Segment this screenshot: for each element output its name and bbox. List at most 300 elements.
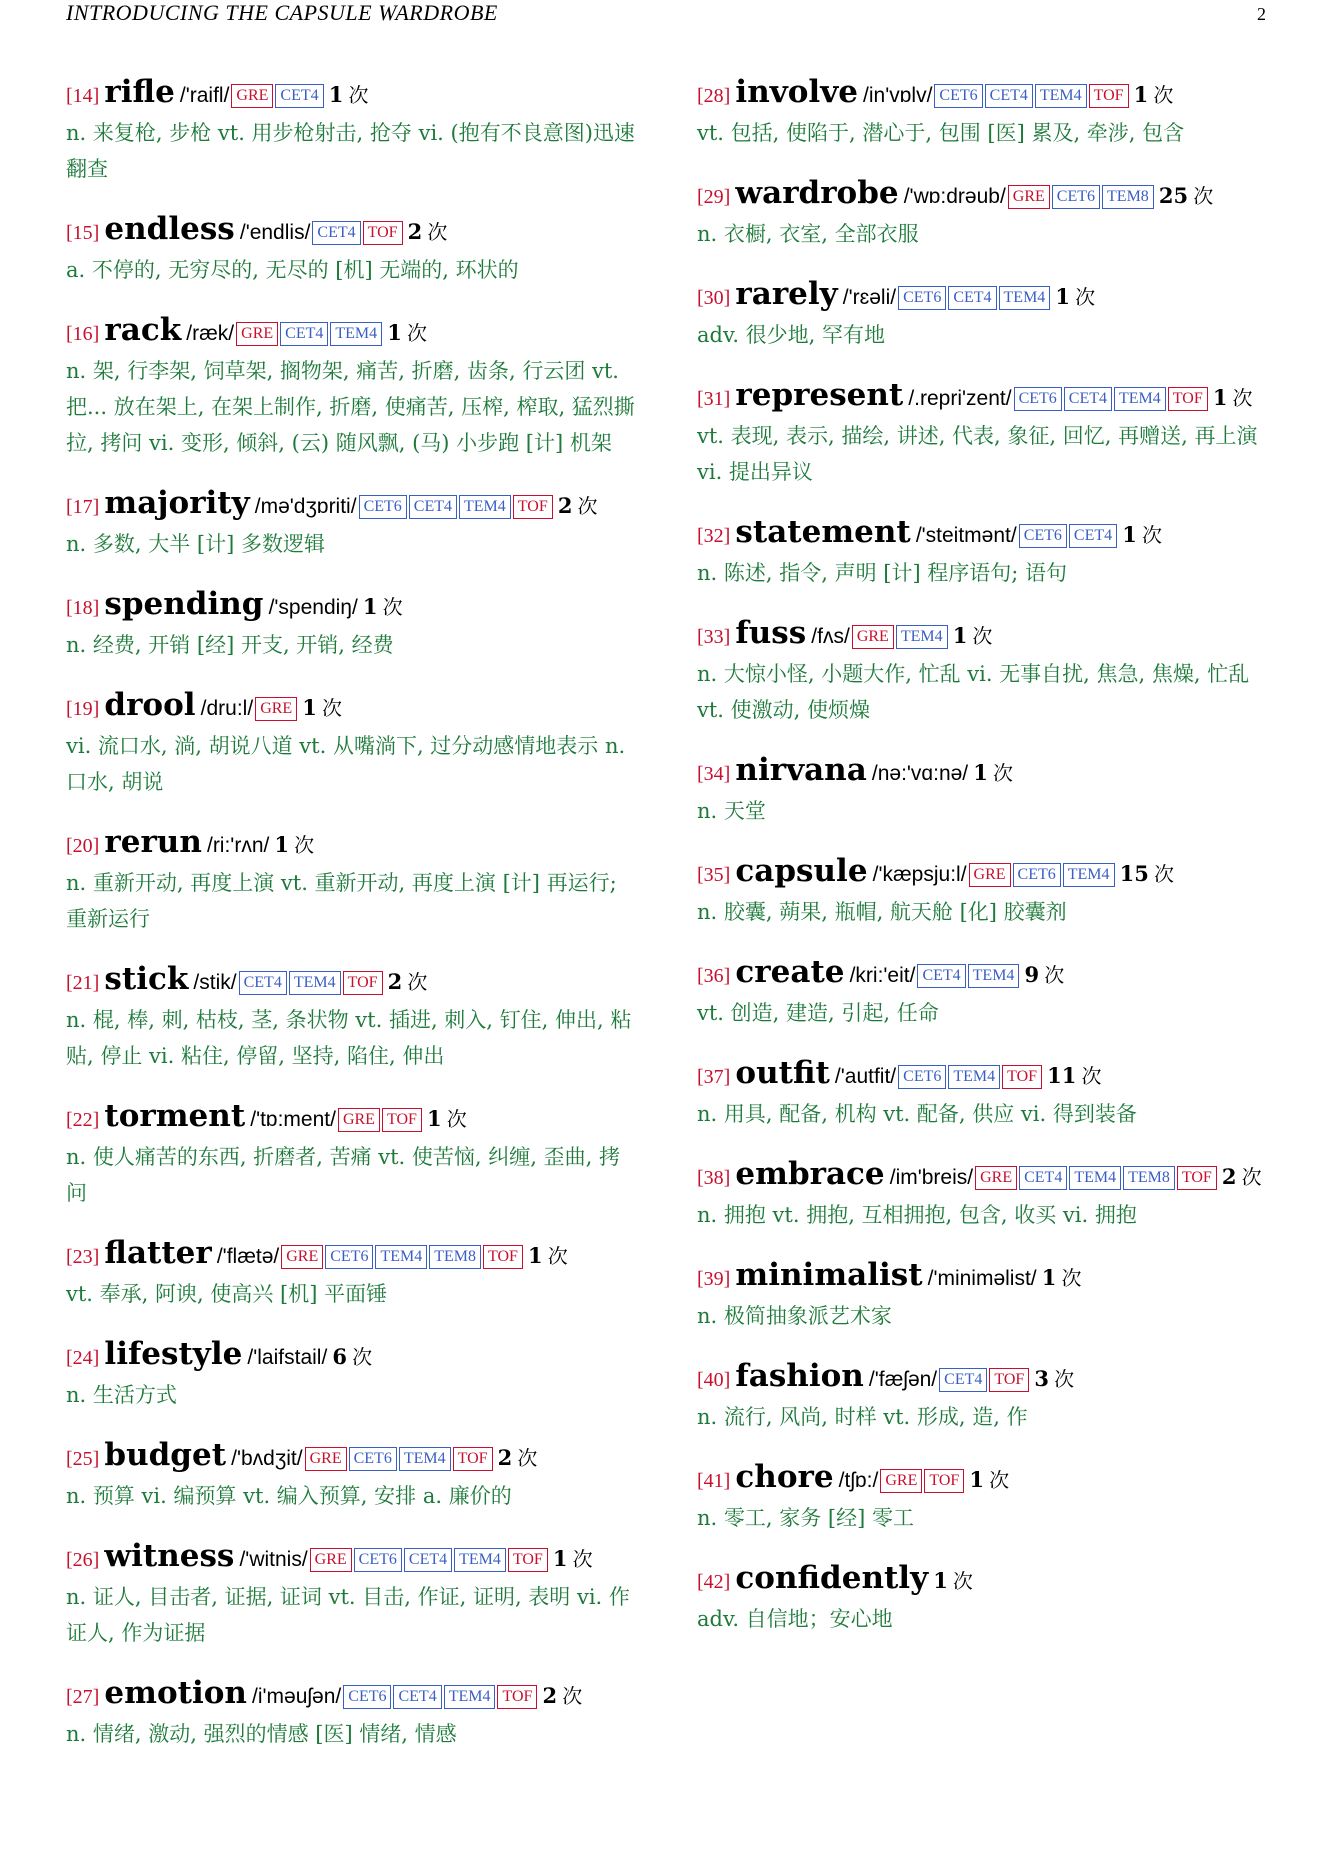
exam-tag: TEM8 <box>429 1245 481 1269</box>
entry-number: [28] <box>697 85 731 107</box>
exam-tag: TOF <box>508 1548 548 1572</box>
entry-number: [33] <box>697 626 731 648</box>
entry-headline <box>697 175 1271 216</box>
entry-headline <box>697 276 1271 317</box>
frequency-unit: 次 <box>562 1684 583 1708</box>
exam-tag: CET6 <box>1013 863 1061 887</box>
definition: n. 陈述, 指令, 声明 [计] 程序语句; 语句 <box>697 561 1068 585</box>
exam-tag: TEM4 <box>375 1245 427 1269</box>
exam-tag: TOF <box>1089 84 1129 108</box>
exam-tag: TOF <box>363 221 403 245</box>
headword: lifestyle <box>104 1336 243 1372</box>
phonetic: /'flætə/ <box>216 1245 280 1268</box>
exam-tag: CET4 <box>1019 1166 1067 1190</box>
phonetic: /'minimәlist/ <box>927 1267 1037 1290</box>
exam-tag: TEM4 <box>330 322 382 346</box>
headword: capsule <box>735 853 868 889</box>
vocab-entry <box>697 276 1271 353</box>
vocab-entry <box>66 211 640 288</box>
entry-headline <box>697 954 1271 995</box>
exam-tag: GRE <box>255 697 297 721</box>
definition: n. 衣橱, 衣室, 全部衣服 <box>697 222 919 246</box>
entry-number: [39] <box>697 1268 731 1290</box>
entry-number: [22] <box>66 1109 100 1131</box>
headword: outfit <box>735 1055 830 1091</box>
exam-tag: TEM4 <box>1069 1166 1121 1190</box>
exam-tag: CET6 <box>898 286 946 310</box>
definition: adv. 很少地, 罕有地 <box>697 323 886 347</box>
left-column <box>66 74 640 1776</box>
exam-tag: TEM4 <box>948 1065 1000 1089</box>
definition: n. 经费, 开销 [经] 开支, 开销, 经费 <box>66 633 394 657</box>
exam-tag: GRE <box>236 322 278 346</box>
phonetic: /'autfit/ <box>834 1065 897 1088</box>
entry-headline <box>66 961 640 1002</box>
entry-headline <box>66 1437 640 1478</box>
exam-tag: GRE <box>281 1245 323 1269</box>
vocab-entry <box>66 1235 640 1312</box>
frequency-count: 2 <box>1221 1164 1237 1189</box>
entry-headline <box>697 615 1271 656</box>
page-number: 2 <box>1257 4 1266 24</box>
exam-tag: CET4 <box>917 964 965 988</box>
frequency-count: 1 <box>952 623 968 648</box>
headword: fuss <box>735 615 807 651</box>
definition: n. 拥抱 vt. 拥抱, 互相拥抱, 包含, 收买 vi. 拥抱 <box>697 1203 1137 1227</box>
headword: endless <box>104 211 235 247</box>
entry-number: [36] <box>697 965 731 987</box>
frequency-unit: 次 <box>446 1107 467 1131</box>
frequency-unit: 次 <box>1054 1367 1075 1391</box>
definition: n. 极简抽象派艺术家 <box>697 1304 892 1328</box>
definition: vt. 表现, 表示, 描绘, 讲述, 代表, 象征, 回忆, 再赠送, 再上演 vi. 提出异议 <box>697 424 1258 484</box>
entry-headline <box>697 853 1271 894</box>
entry-headline <box>66 687 640 728</box>
exam-tag: GRE <box>305 1447 347 1471</box>
phonetic: /tʃɒ:/ <box>838 1469 879 1492</box>
headword: minimalist <box>735 1257 923 1293</box>
exam-tag: GRE <box>231 84 273 108</box>
frequency-count: 9 <box>1024 962 1040 987</box>
frequency-count: 2 <box>407 219 423 244</box>
headword: stick <box>104 961 189 997</box>
exam-tag: GRE <box>310 1548 352 1572</box>
entry-headline <box>697 1358 1271 1399</box>
frequency-unit: 次 <box>427 220 448 244</box>
headword: confidently <box>735 1560 929 1596</box>
headword: represent <box>735 377 904 413</box>
entry-headline <box>697 1156 1271 1197</box>
vocab-entry <box>697 1257 1271 1334</box>
entry-number: [38] <box>697 1167 731 1189</box>
exam-tag: CET4 <box>280 322 328 346</box>
definition: n. 架, 行李架, 饲草架, 搁物架, 痛苦, 折磨, 齿条, 行云团 vt. 把... 放在架上, 在架上制作, 折磨, 使痛苦, 压榨, 榨取, 猛烈撕拉, 拷问 vi. 变形, 倾斜, (云) 随风飘, (马) 小步跑 [计] 机架 <box>66 359 635 455</box>
frequency-count: 1 <box>1055 284 1071 309</box>
exam-tag: CET6 <box>343 1685 391 1709</box>
frequency-unit: 次 <box>1061 1266 1082 1290</box>
phonetic: /'witnis/ <box>239 1548 308 1571</box>
headword: rarely <box>735 276 838 312</box>
vocab-entry <box>697 1055 1271 1132</box>
exam-tag: TOF <box>1177 1166 1217 1190</box>
frequency-count: 1 <box>274 832 290 857</box>
frequency-unit: 次 <box>577 494 598 518</box>
vocab-entry <box>66 961 640 1074</box>
phonetic: /kri:'eit/ <box>849 964 916 987</box>
definition: n. 情绪, 激动, 强烈的情感 [医] 情绪, 情感 <box>66 1722 457 1746</box>
frequency-count: 1 <box>933 1568 948 1593</box>
exam-tag: GRE <box>969 863 1011 887</box>
exam-tag: CET4 <box>1064 387 1112 411</box>
headword: witness <box>104 1538 235 1574</box>
headword: create <box>735 954 845 990</box>
entry-number: [16] <box>66 323 100 345</box>
frequency-count: 1 <box>528 1243 543 1268</box>
entry-number: [30] <box>697 287 731 309</box>
vocab-entry <box>697 752 1271 829</box>
frequency-count: 11 <box>1047 1063 1077 1088</box>
entry-number: [42] <box>697 1571 731 1593</box>
exam-tag: CET6 <box>359 495 407 519</box>
exam-tag: GRE <box>975 1166 1017 1190</box>
entry-headline <box>66 312 640 353</box>
exam-tag: TEM4 <box>968 964 1020 988</box>
exam-tag: CET6 <box>1014 387 1062 411</box>
definition: a. 不停的, 无穷尽的, 无尽的 [机] 无端的, 环状的 <box>66 258 519 282</box>
entry-headline <box>697 1055 1271 1096</box>
entry-number: [24] <box>66 1347 100 1369</box>
frequency-unit: 次 <box>352 1345 373 1369</box>
frequency-count: 1 <box>387 320 402 345</box>
entry-headline <box>66 1538 640 1579</box>
frequency-count: 1 <box>973 760 988 785</box>
exam-tag: TEM4 <box>1063 863 1115 887</box>
headword: chore <box>735 1459 834 1495</box>
exam-tag: TOF <box>989 1368 1029 1392</box>
exam-tag: TOF <box>497 1685 537 1709</box>
entry-number: [37] <box>697 1066 731 1088</box>
vocab-entry <box>66 74 640 187</box>
vocab-entry <box>66 485 640 562</box>
exam-tag: TEM4 <box>999 286 1051 310</box>
frequency-count: 1 <box>302 695 317 720</box>
headword: budget <box>104 1437 227 1473</box>
frequency-count: 1 <box>426 1106 442 1131</box>
exam-tag: GRE <box>880 1469 922 1493</box>
page-header <box>66 0 1266 30</box>
entry-headline <box>697 74 1271 115</box>
vocab-entry <box>66 824 640 937</box>
exam-tag: CET4 <box>939 1368 987 1392</box>
entry-headline <box>697 752 1271 793</box>
entry-headline <box>697 1257 1271 1298</box>
frequency-unit: 次 <box>348 83 369 107</box>
exam-tag: TOF <box>513 495 553 519</box>
entry-number: [17] <box>66 496 100 518</box>
exam-tag: CET4 <box>409 495 457 519</box>
entry-number: [27] <box>66 1686 100 1708</box>
exam-tag: CET6 <box>1019 524 1067 548</box>
frequency-unit: 次 <box>972 624 993 648</box>
headword: involve <box>735 74 858 110</box>
phonetic: /'endlis/ <box>239 221 311 244</box>
entry-headline <box>66 1675 640 1716</box>
right-column <box>697 74 1271 1661</box>
entry-headline <box>697 377 1271 418</box>
frequency-count: 6 <box>332 1344 348 1369</box>
definition: vt. 奉承, 阿谀, 使高兴 [机] 平面锤 <box>66 1282 388 1306</box>
exam-tag: CET6 <box>325 1245 373 1269</box>
exam-tag: CET6 <box>934 84 982 108</box>
definition: n. 来复枪, 步枪 vt. 用步枪射击, 抢夺 vi. (抱有不良意图)迅速翻查 <box>66 121 635 181</box>
exam-tag: CET4 <box>393 1685 441 1709</box>
frequency-count: 3 <box>1034 1366 1050 1391</box>
exam-tag: TOF <box>1002 1065 1042 1089</box>
phonetic: /'steitmənt/ <box>915 524 1017 547</box>
phonetic: /'raifl/ <box>179 84 230 107</box>
entry-number: [29] <box>697 186 731 208</box>
definition: n. 棍, 棒, 刺, 枯枝, 茎, 条状物 vt. 插进, 刺入, 钉住, 伸出, 粘贴, 停止 vi. 粘住, 停留, 坚持, 陷住, 伸出 <box>66 1008 632 1068</box>
frequency-unit: 次 <box>1241 1165 1262 1189</box>
exam-tag: TEM4 <box>459 495 511 519</box>
vocab-entry <box>697 1156 1271 1233</box>
phonetic: /im'breis/ <box>889 1166 974 1189</box>
vocab-entry <box>697 1459 1271 1536</box>
vocab-entry <box>697 175 1271 252</box>
definition: n. 天堂 <box>697 799 766 823</box>
frequency-unit: 次 <box>1075 285 1096 309</box>
entry-headline <box>697 1459 1271 1500</box>
vocab-entry <box>697 954 1271 1031</box>
frequency-count: 1 <box>1133 82 1149 107</box>
entry-number: [41] <box>697 1470 731 1492</box>
frequency-count: 2 <box>542 1683 558 1708</box>
definition: n. 重新开动, 再度上演 vt. 重新开动, 再度上演 [计] 再运行; 重新运行 <box>66 871 617 931</box>
vocab-entry <box>697 377 1271 490</box>
headword: majority <box>104 485 250 521</box>
exam-tag: CET4 <box>312 221 360 245</box>
exam-tag: GRE <box>338 1108 380 1132</box>
headword: fashion <box>735 1358 864 1394</box>
exam-tag: GRE <box>852 625 894 649</box>
entry-number: [35] <box>697 864 731 886</box>
entry-number: [25] <box>66 1448 100 1470</box>
exam-tag: CET4 <box>239 971 287 995</box>
definition: n. 使人痛苦的东西, 折磨者, 苦痛 vt. 使苦恼, 纠缠, 歪曲, 拷问 <box>66 1145 620 1205</box>
phonetic: /in'vɒlv/ <box>863 84 933 107</box>
frequency-unit: 次 <box>989 1468 1010 1492</box>
phonetic: /'tɒ:ment/ <box>250 1108 336 1131</box>
entry-headline <box>697 514 1271 555</box>
frequency-count: 1 <box>1122 522 1137 547</box>
phonetic: /'bʌdʒit/ <box>231 1447 303 1470</box>
exam-tag: TEM8 <box>1123 1166 1175 1190</box>
headword: drool <box>104 687 196 723</box>
definition: n. 胶囊, 蒴果, 瓶帽, 航天舱 [化] 胶囊剂 <box>697 900 1067 924</box>
entry-number: [18] <box>66 597 100 619</box>
definition: n. 大惊小怪, 小题大作, 忙乱 vi. 无事自扰, 焦急, 焦燥, 忙乱 vt. 使激动, 使烦燥 <box>697 662 1250 722</box>
frequency-count: 15 <box>1119 861 1149 886</box>
entry-number: [34] <box>697 763 731 785</box>
frequency-unit: 次 <box>322 696 342 720</box>
frequency-unit: 次 <box>1232 386 1253 410</box>
headword: rerun <box>104 824 202 860</box>
frequency-count: 1 <box>1041 1265 1057 1290</box>
phonetic: /nə:'vɑ:nə/ <box>871 762 969 785</box>
headword: rack <box>104 312 182 348</box>
page-title: INTRODUCING THE CAPSULE WARDROBE <box>66 0 498 25</box>
frequency-count: 2 <box>387 969 403 994</box>
vocab-entry <box>697 1358 1271 1435</box>
entry-headline <box>66 1098 640 1139</box>
entry-number: [21] <box>66 972 100 994</box>
frequency-unit: 次 <box>952 1569 973 1593</box>
vocab-entry <box>697 74 1271 151</box>
entry-number: [20] <box>66 835 100 857</box>
vocab-entry <box>66 1437 640 1514</box>
exam-tag: CET6 <box>898 1065 946 1089</box>
vocab-entry <box>697 1560 1271 1637</box>
frequency-unit: 次 <box>406 321 427 345</box>
entry-number: [40] <box>697 1369 731 1391</box>
entry-number: [23] <box>66 1246 100 1268</box>
vocab-entry <box>66 312 640 461</box>
phonetic: /.repri'zent/ <box>908 387 1012 410</box>
frequency-unit: 次 <box>1153 83 1174 107</box>
exam-tag: TOF <box>382 1108 422 1132</box>
exam-tag: CET6 <box>1052 185 1100 209</box>
vocab-entry <box>66 1098 640 1211</box>
vocab-entry <box>66 687 640 800</box>
definition: n. 多数, 大半 [计] 多数逻辑 <box>66 532 325 556</box>
exam-tag: TEM4 <box>896 625 948 649</box>
frequency-unit: 次 <box>294 833 315 857</box>
headword: statement <box>735 514 911 550</box>
headword: embrace <box>735 1156 885 1192</box>
definition: n. 零工, 家务 [经] 零工 <box>697 1506 914 1530</box>
vocab-entry <box>66 1675 640 1752</box>
phonetic: /dru:l/ <box>200 697 254 720</box>
exam-tag: CET4 <box>1069 524 1117 548</box>
exam-tag: TEM4 <box>444 1685 496 1709</box>
exam-tag: TEM4 <box>289 971 341 995</box>
frequency-count: 1 <box>969 1467 985 1492</box>
entry-number: [19] <box>66 698 100 720</box>
frequency-count: 2 <box>557 493 573 518</box>
frequency-unit: 次 <box>1044 963 1065 987</box>
exam-tag: TOF <box>343 971 383 995</box>
exam-tag: CET4 <box>404 1548 452 1572</box>
exam-tag: CET4 <box>275 84 323 108</box>
entry-headline <box>66 485 640 526</box>
exam-tag: TEM4 <box>454 1548 506 1572</box>
frequency-count: 1 <box>328 82 344 107</box>
headword: torment <box>104 1098 246 1134</box>
frequency-unit: 次 <box>547 1244 568 1268</box>
entry-number: [26] <box>66 1549 100 1571</box>
frequency-unit: 次 <box>572 1547 593 1571</box>
exam-tag: TEM4 <box>399 1447 451 1471</box>
phonetic: /'fæʃən/ <box>868 1368 938 1391</box>
entry-number: [14] <box>66 85 100 107</box>
headword: nirvana <box>735 752 867 788</box>
vocab-entry <box>66 1538 640 1651</box>
exam-tag: CET4 <box>948 286 996 310</box>
definition: n. 预算 vi. 编预算 vt. 编入预算, 安排 a. 廉价的 <box>66 1484 512 1508</box>
definition: vt. 创造, 建造, 引起, 任命 <box>697 1001 939 1025</box>
entry-headline <box>66 1336 640 1377</box>
definition: n. 证人, 目击者, 证据, 证词 vt. 目击, 作证, 证明, 表明 vi. 作证人, 作为证据 <box>66 1585 630 1645</box>
frequency-unit: 次 <box>992 761 1013 785</box>
frequency-count: 1 <box>552 1546 568 1571</box>
entry-headline <box>66 211 640 252</box>
vocab-entry <box>697 615 1271 728</box>
exam-tag: GRE <box>1008 185 1050 209</box>
phonetic: /mə'dʒɒriti/ <box>254 495 357 518</box>
frequency-count: 1 <box>362 594 378 619</box>
vocab-entry <box>697 853 1271 930</box>
frequency-unit: 次 <box>1141 523 1162 547</box>
definition: vi. 流口水, 淌, 胡说八道 vt. 从嘴淌下, 过分动感情地表示 n. 口水, 胡说 <box>66 734 626 794</box>
frequency-unit: 次 <box>1081 1064 1102 1088</box>
definition: n. 用具, 配备, 机构 vt. 配备, 供应 vi. 得到装备 <box>697 1102 1137 1126</box>
phonetic: /'wɒ:drəub/ <box>903 185 1006 208</box>
definition: adv. 自信地；安心地 <box>697 1607 893 1631</box>
frequency-unit: 次 <box>407 970 428 994</box>
phonetic: /ri:'rʌn/ <box>206 834 270 857</box>
headword: spending <box>104 586 264 622</box>
exam-tag: TEM4 <box>1035 84 1087 108</box>
vocab-entry <box>66 1336 640 1413</box>
vocab-entry <box>697 514 1271 591</box>
frequency-unit: 次 <box>517 1446 538 1470</box>
exam-tag: TOF <box>483 1245 523 1269</box>
frequency-count: 1 <box>1212 385 1228 410</box>
exam-tag: TEM8 <box>1102 185 1154 209</box>
exam-tag: CET6 <box>354 1548 402 1572</box>
frequency-count: 2 <box>497 1445 513 1470</box>
entry-number: [32] <box>697 525 731 547</box>
phonetic: /ræk/ <box>186 322 235 345</box>
phonetic: /'spendiŋ/ <box>268 596 358 619</box>
phonetic: /fʌs/ <box>811 625 850 648</box>
entry-number: [15] <box>66 222 100 244</box>
phonetic: /'kæpsju:l/ <box>872 863 967 886</box>
headword: emotion <box>104 1675 247 1711</box>
exam-tag: TEM4 <box>1114 387 1166 411</box>
exam-tag: TOF <box>924 1469 964 1493</box>
phonetic: /stik/ <box>193 971 237 994</box>
exam-tag: CET4 <box>985 84 1033 108</box>
entry-headline <box>66 74 640 115</box>
phonetic: /i'məuʃən/ <box>252 1685 342 1708</box>
headword: flatter <box>104 1235 212 1271</box>
headword: wardrobe <box>735 175 899 211</box>
vocab-entry <box>66 586 640 663</box>
definition: n. 流行, 风尚, 时样 vt. 形成, 造, 作 <box>697 1405 1028 1429</box>
definition: n. 生活方式 <box>66 1383 177 1407</box>
exam-tag: CET6 <box>349 1447 397 1471</box>
entry-headline <box>697 1560 1271 1601</box>
entry-number: [31] <box>697 388 731 410</box>
entry-headline <box>66 586 640 627</box>
phonetic: /'rɛəli/ <box>842 286 897 309</box>
frequency-unit: 次 <box>382 595 403 619</box>
headword: rifle <box>104 74 175 110</box>
definition: vt. 包括, 使陷于, 潜心于, 包围 [医] 累及, 牵涉, 包含 <box>697 121 1185 145</box>
exam-tag: TOF <box>453 1447 493 1471</box>
frequency-unit: 次 <box>1153 862 1174 886</box>
